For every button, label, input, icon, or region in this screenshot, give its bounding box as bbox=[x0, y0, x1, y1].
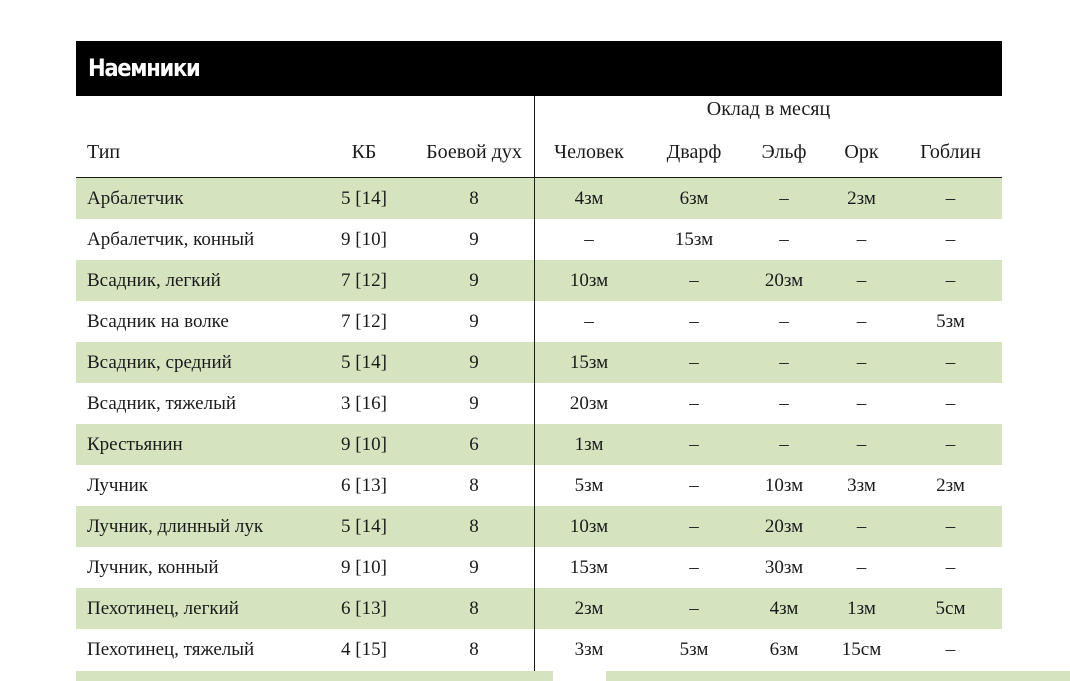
cell-morale: 9 bbox=[469, 269, 479, 291]
cell-goblin: – bbox=[945, 638, 956, 660]
cell-dwarf: 15зм bbox=[674, 228, 714, 250]
cell-ac: 6 [13] bbox=[341, 597, 387, 619]
cell-type: Лучник bbox=[87, 474, 149, 496]
next-section-bar-left bbox=[76, 671, 553, 681]
column-header-morale: Боевой дух bbox=[426, 140, 522, 163]
cell-type: Всадник на волке bbox=[87, 310, 229, 332]
cell-dwarf: – bbox=[689, 433, 699, 455]
cell-goblin: – bbox=[945, 515, 956, 537]
cell-orc: – bbox=[856, 515, 867, 537]
table-row bbox=[76, 301, 1002, 342]
cell-elf: – bbox=[779, 228, 789, 250]
table-row bbox=[76, 465, 1002, 506]
cell-orc: – bbox=[856, 228, 867, 250]
cell-type: Крестьянин bbox=[87, 433, 183, 455]
cell-elf: – bbox=[779, 392, 789, 414]
cell-type: Лучник, длинный лук bbox=[87, 515, 264, 537]
cell-human: 10зм bbox=[569, 269, 609, 291]
cell-orc: 3зм bbox=[847, 474, 876, 496]
cell-morale: 8 bbox=[469, 474, 479, 496]
cell-ac: 3 [16] bbox=[341, 392, 387, 414]
cell-goblin: 5см bbox=[935, 597, 966, 619]
cell-human: 3зм bbox=[574, 638, 604, 660]
cell-dwarf: – bbox=[689, 351, 699, 373]
column-header-goblin: Гоблин bbox=[920, 140, 981, 163]
cell-human: – bbox=[584, 228, 594, 250]
table-row bbox=[76, 219, 1002, 260]
cell-morale: 9 bbox=[469, 556, 479, 578]
cell-dwarf: – bbox=[689, 515, 699, 537]
cell-type: Арбалетчик, конный bbox=[87, 228, 255, 250]
cell-type: Всадник, средний bbox=[87, 351, 232, 373]
cell-morale: 9 bbox=[469, 392, 479, 414]
cell-orc: – bbox=[856, 269, 867, 291]
cell-dwarf: 5зм bbox=[679, 638, 709, 660]
cell-ac: 9 [10] bbox=[341, 556, 387, 578]
cell-human: 4зм bbox=[574, 187, 604, 209]
cell-morale: 9 bbox=[469, 228, 479, 250]
column-header-elf: Эльф bbox=[761, 140, 807, 163]
cell-dwarf: 6зм bbox=[679, 187, 709, 209]
cell-dwarf: – bbox=[689, 269, 699, 291]
next-section-bar-right bbox=[606, 671, 1070, 681]
cell-orc: – bbox=[856, 433, 867, 455]
cell-morale: 8 bbox=[469, 515, 479, 537]
cell-elf: 30зм bbox=[764, 556, 804, 578]
cell-orc: 2зм bbox=[847, 187, 876, 209]
cell-morale: 8 bbox=[469, 638, 479, 660]
cell-human: 15зм bbox=[569, 351, 609, 373]
cell-elf: 20зм bbox=[764, 515, 804, 537]
cell-ac: 9 [10] bbox=[341, 228, 387, 250]
cell-goblin: – bbox=[945, 433, 956, 455]
cell-orc: 1зм bbox=[847, 597, 876, 619]
cell-type: Арбалетчик bbox=[87, 187, 184, 209]
cell-type: Пехотинец, легкий bbox=[87, 597, 239, 619]
column-header-orc: Орк bbox=[844, 140, 879, 163]
cell-elf: – bbox=[779, 433, 789, 455]
cell-morale: 9 bbox=[469, 351, 479, 373]
cell-goblin: – bbox=[945, 269, 956, 291]
cell-ac: 9 [10] bbox=[341, 433, 387, 455]
cell-dwarf: – bbox=[689, 474, 699, 496]
cell-morale: 8 bbox=[469, 597, 479, 619]
cell-dwarf: – bbox=[689, 310, 699, 332]
cell-elf: 6зм bbox=[769, 638, 799, 660]
cell-type: Пехотинец, тяжелый bbox=[87, 638, 255, 660]
cell-type: Лучник, конный bbox=[87, 556, 219, 578]
cell-elf: – bbox=[779, 310, 789, 332]
cell-orc: – bbox=[856, 392, 867, 414]
cell-ac: 4 [15] bbox=[341, 638, 387, 660]
cell-orc: 15см bbox=[841, 638, 882, 660]
cell-goblin: – bbox=[945, 392, 956, 414]
column-header-human: Человек bbox=[554, 140, 624, 163]
cell-ac: 5 [14] bbox=[341, 187, 387, 209]
table-row bbox=[76, 383, 1002, 424]
table-row bbox=[76, 506, 1002, 547]
cell-orc: – bbox=[856, 556, 867, 578]
cell-morale: 8 bbox=[469, 187, 479, 209]
table-body bbox=[76, 178, 1002, 670]
table-row bbox=[76, 547, 1002, 588]
table-row bbox=[76, 629, 1002, 670]
cell-orc: – bbox=[856, 351, 867, 373]
cell-elf: – bbox=[779, 187, 789, 209]
cell-ac: 7 [12] bbox=[341, 310, 387, 332]
cell-dwarf: – bbox=[689, 556, 699, 578]
cell-type: Всадник, тяжелый bbox=[87, 392, 237, 414]
cell-human: 10зм bbox=[569, 515, 609, 537]
cell-goblin: – bbox=[945, 228, 956, 250]
table-row bbox=[76, 342, 1002, 383]
cell-human: 5зм bbox=[574, 474, 604, 496]
cell-elf: 20зм bbox=[764, 269, 804, 291]
column-header-dwarf: Дварф bbox=[666, 140, 722, 163]
column-header-ac: КБ bbox=[351, 140, 377, 163]
column-divider bbox=[534, 96, 535, 671]
cell-goblin: – bbox=[945, 187, 956, 209]
table-title-bar bbox=[76, 41, 1002, 96]
table-row bbox=[76, 178, 1002, 219]
cell-goblin: 5зм bbox=[936, 310, 965, 332]
table-header-row bbox=[76, 132, 1002, 172]
cell-goblin: 2зм bbox=[936, 474, 965, 496]
cell-ac: 5 [14] bbox=[341, 515, 387, 537]
table-title: Наемники bbox=[88, 54, 200, 82]
cell-elf: 4зм bbox=[769, 597, 799, 619]
cell-ac: 5 [14] bbox=[341, 351, 387, 373]
cell-goblin: – bbox=[945, 351, 956, 373]
cell-human: 2зм bbox=[574, 597, 604, 619]
cell-goblin: – bbox=[945, 556, 956, 578]
column-header-type: Тип bbox=[87, 140, 121, 163]
table-row bbox=[76, 588, 1002, 629]
cell-ac: 6 [13] bbox=[341, 474, 387, 496]
cell-dwarf: – bbox=[689, 392, 699, 414]
cell-elf: – bbox=[779, 351, 789, 373]
table-row bbox=[76, 260, 1002, 301]
cell-ac: 7 [12] bbox=[341, 269, 387, 291]
salary-group-header: Оклад в месяц bbox=[706, 98, 831, 120]
table-row bbox=[76, 424, 1002, 465]
cell-human: 15зм bbox=[569, 556, 609, 578]
cell-human: – bbox=[584, 310, 594, 332]
cell-morale: 9 bbox=[469, 310, 479, 332]
cell-human: 1зм bbox=[574, 433, 604, 455]
cell-human: 20зм bbox=[569, 392, 609, 414]
cell-orc: – bbox=[856, 310, 867, 332]
cell-elf: 10зм bbox=[764, 474, 804, 496]
cell-dwarf: – bbox=[689, 597, 699, 619]
cell-morale: 6 bbox=[469, 433, 479, 455]
cell-type: Всадник, легкий bbox=[87, 269, 221, 291]
